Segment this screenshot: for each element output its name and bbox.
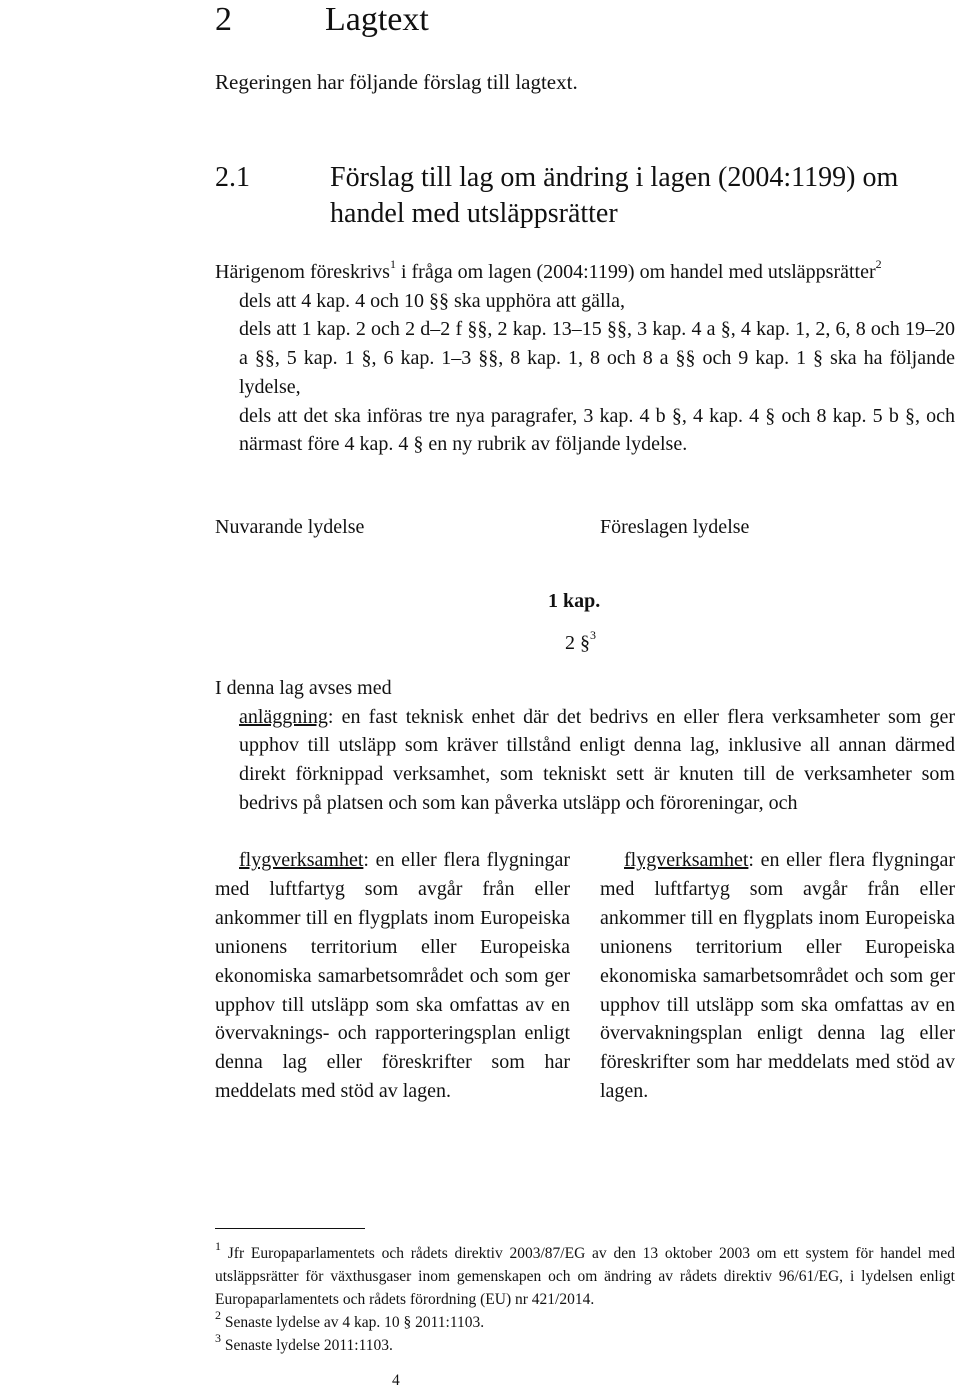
term-flygverksamhet-proposed: flygverksamhet (624, 849, 749, 871)
preamble-item-3: dels att det ska införas tre nya paragrafer, 3 kap. 4 b §, 4 kap. 4 § och 8 kap. 5 b §, och närmast före 4 kap. 4 § en ny rubrik av följande lydelse. (239, 404, 955, 456)
paragraph-intro: I denna lag avses med (215, 677, 392, 699)
chapter-label: 1 kap. (548, 590, 601, 612)
column-header-current: Nuvarande lydelse (215, 516, 365, 538)
column-header-proposed: Föreslagen lydelse (600, 516, 750, 538)
footnote-ref-1: 1 (389, 257, 396, 272)
chapter-heading-number: 2 (215, 1, 232, 38)
preamble-lead: Härigenom föreskrivs$^1$ i fråga om lagen (2004:1199) om handel med utsläppsrätter$^2$ (215, 257, 882, 283)
footnote-ref-3: 3 (590, 628, 596, 643)
chapter-heading (215, 0, 429, 40)
term-flygverksamhet-current: flygverksamhet (239, 849, 364, 871)
definition-paragraph (215, 674, 955, 818)
preamble (215, 258, 955, 459)
section-heading-title: Förslag till lag om ändring i lagen (2004:1199) om handel med utsläppsrätter (330, 162, 899, 229)
footnote-1: $^1$ Jfr Europaparlamentets och rådets direktiv 2003/87/EG av den 13 oktober 2003 om ett system för handel med utsläppsrätter för växthusgaser inom gemenskapen och om ändring av rådets direktiv 96/61/EG, i lydelsen enligt Europaparlamentets och rådets förordning (EU) nr 421/2014. (215, 1238, 955, 1308)
preamble-item-1: dels att 4 kap. 4 och 10 §§ ska upphöra att gälla, (239, 289, 626, 312)
definition-flygverksamhet-current: flygverksamhet: en eller flera flygningar med luftfartyg som avgår från eller ankommer till en flygplats inom Europeiska unionens territorium eller Europeiska ekonomiska samarbetsområdet och som ger upphov till utsläpp som ska omfattas av en övervaknings- och rapporteringsplan enligt denna lag eller föreskrifter som har meddelats med stöd av lagen. (215, 849, 570, 1103)
current-wording-column (215, 846, 570, 1106)
footnote-2: $^2$ Senaste lydelse av 4 kap. 10 § 2011:1103. (215, 1307, 485, 1331)
preamble-item-2: dels att 1 kap. 2 och 2 d–2 f §§, 2 kap. 13–15 §§, 3 kap. 4 a §, 4 kap. 1, 2, 6, 8 och 19–20 a §§, 5 kap. 1 §, 6 kap. 1–3 §§, 8 kap. 1, 8 och 8 a §§ och 9 kap. 1 § ska ha följande lydelse, (239, 318, 955, 398)
definition-anlaggning: anläggning: en fast teknisk enhet där det bedrivs en eller flera verksamheter som ger upphov till utsläpp som kräver tillstånd enligt denna lag, inklusive all annan därmed direkt förknippad verksamhet, som tekniskt sett är knuten till de verksamheter som bedrivs på platsen och som kan påverka utsläpp och föroreningar, och (239, 705, 955, 814)
definition-flygverksamhet-proposed: flygverksamhet: en eller flera flygningar med luftfartyg som avgår från eller ankommer till en flygplats inom Europeiska unionens territorium eller Europeiska ekonomiska samarbetsområdet och som ger upphov till utsläpp som ska omfattas av en övervakningsplan enligt denna lag eller föreskrifter som har meddelats med stöd av lagen. (600, 849, 955, 1103)
footnote-divider (215, 1228, 365, 1229)
intro-text: Regeringen har följande förslag till lagtext. (215, 70, 578, 94)
proposed-wording-column (600, 846, 955, 1106)
page-number: 4 (392, 1372, 400, 1389)
chapter-heading-title: Lagtext (325, 1, 429, 38)
footnotes (215, 1238, 955, 1357)
term-anlaggning: anläggning (239, 705, 328, 728)
section-label: 2 §$^3$ (565, 628, 596, 654)
section-heading (215, 160, 960, 232)
section-heading-number: 2.1 (215, 162, 250, 193)
footnote-3: $^3$ Senaste lydelse 2011:1103. (215, 1330, 393, 1354)
footnote-ref-2: 2 (875, 257, 882, 272)
